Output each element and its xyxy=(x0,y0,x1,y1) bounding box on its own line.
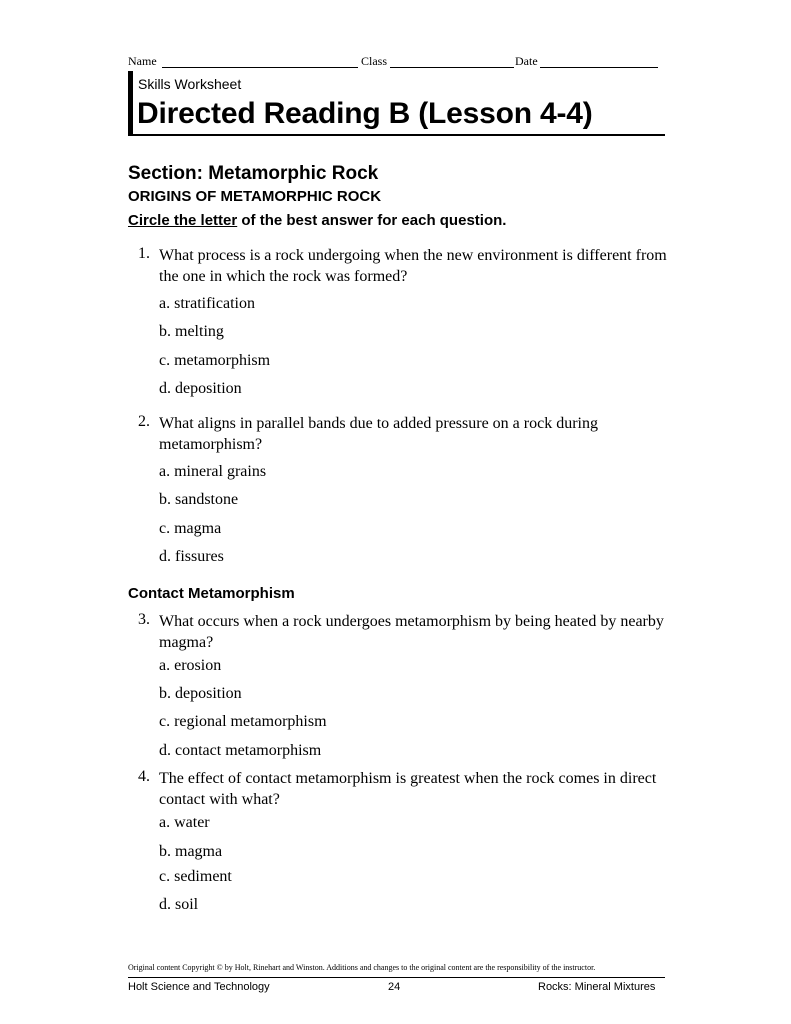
answer-option[interactable]: d. soil xyxy=(159,896,199,913)
answer-option[interactable]: d. contact metamorphism xyxy=(159,742,322,759)
question-number: 2. xyxy=(138,413,150,430)
answer-option[interactable]: d. fissures xyxy=(159,548,224,565)
question-number: 3. xyxy=(138,611,150,628)
answer-option[interactable]: b. deposition xyxy=(159,685,242,702)
answer-option[interactable]: a. erosion xyxy=(159,657,222,674)
question-number: 4. xyxy=(138,768,150,785)
subsection-heading: Contact Metamorphism xyxy=(128,585,295,602)
footer-rule xyxy=(128,977,665,978)
question-text: The effect of contact metamorphism is greatest when the rock comes in direct contact with what? xyxy=(159,770,657,808)
answer-option[interactable]: c. sediment xyxy=(159,868,232,885)
answer-option[interactable]: c. metamorphism xyxy=(159,352,271,369)
title-bar xyxy=(128,71,133,135)
section-title: Section: Metamorphic Rock xyxy=(128,163,379,184)
title-rule xyxy=(128,134,665,136)
instructions xyxy=(128,212,506,229)
question-text: What process is a rock undergoing when the new environment is different from the one in which the rock was formed? xyxy=(159,247,667,285)
instructions-emphasis: Circle the letter xyxy=(128,212,238,229)
answer-option[interactable]: d. deposition xyxy=(159,380,242,397)
name-blank xyxy=(162,67,358,68)
date-label: Date xyxy=(515,54,538,68)
page-number: 24 xyxy=(388,981,401,993)
answer-option[interactable]: b. magma xyxy=(159,843,223,860)
question-number: 1. xyxy=(138,245,150,262)
answer-option[interactable]: c. regional metamorphism xyxy=(159,713,327,730)
copyright-notice: Original content Copyright © by Holt, Rinehart and Winston. Additions and changes to the original content are the responsibility of the instructor. xyxy=(128,963,596,972)
date-blank xyxy=(540,67,658,68)
name-label: Name xyxy=(128,54,157,68)
class-blank xyxy=(390,67,514,68)
instructions-rest: of the best answer for each question. xyxy=(237,212,507,229)
subsection-title: ORIGINS OF METAMORPHIC ROCK xyxy=(128,188,382,205)
question-text: What aligns in parallel bands due to added pressure on a rock during metamorphism? xyxy=(159,415,598,453)
footer-chapter: Rocks: Mineral Mixtures xyxy=(538,981,656,993)
answer-option[interactable]: a. stratification xyxy=(159,295,255,312)
question-text: What occurs when a rock undergoes metamorphism by being heated by nearby magma? xyxy=(159,613,664,651)
answer-option[interactable]: a. mineral grains xyxy=(159,463,267,480)
class-label: Class xyxy=(361,54,388,68)
answer-option[interactable]: b. sandstone xyxy=(159,491,239,508)
answer-option[interactable]: a. water xyxy=(159,814,210,831)
answer-option[interactable]: b. melting xyxy=(159,323,224,340)
worksheet-kicker: Skills Worksheet xyxy=(138,76,242,92)
answer-option[interactable]: c. magma xyxy=(159,520,222,537)
footer-publisher: Holt Science and Technology xyxy=(128,981,270,993)
page-title: Directed Reading B (Lesson 4-4) xyxy=(137,97,593,130)
